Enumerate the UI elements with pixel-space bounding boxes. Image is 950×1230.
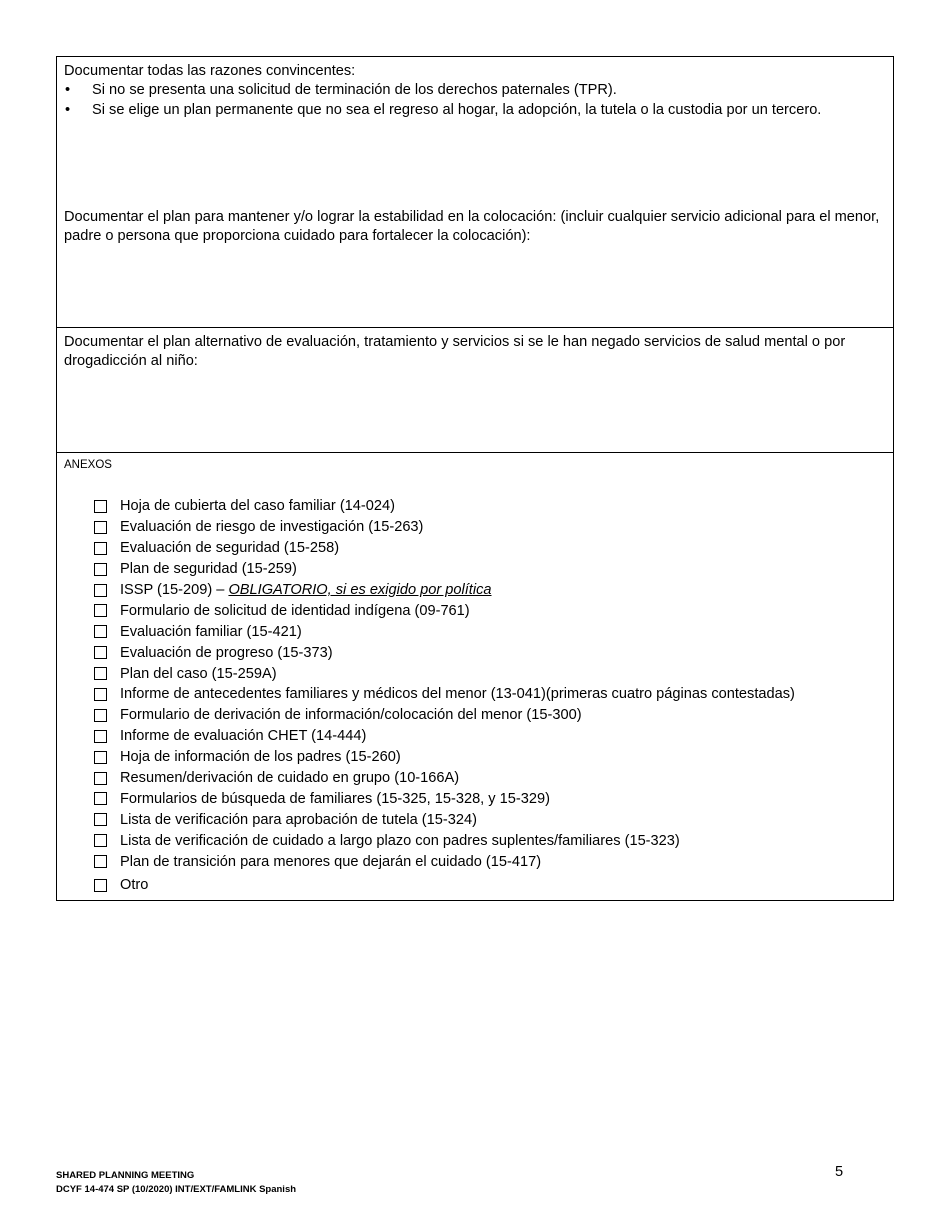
attachment-label: Formulario de solicitud de identidad indígena (09-761) [120, 602, 470, 619]
attachment-label: Lista de verificación para aprobación de tutela (15-324) [120, 811, 477, 828]
attachment-label: Formulario de derivación de información/colocación del menor (15-300) [120, 707, 582, 724]
attachment-item [94, 559, 886, 580]
attachment-label: Formularios de búsqueda de familiares (15-325, 15-328, y 15-329) [120, 790, 550, 807]
attachment-item [94, 768, 886, 789]
attachment-checkbox[interactable] [94, 792, 107, 805]
attachment-item [94, 851, 886, 872]
alternative-plan-prompt: Documentar el plan alternativo de evaluación, tratamiento y servicios si se le han negado servicios de salud mental o por drogadicción al niño: [64, 334, 846, 369]
attachment-label: Plan de transición para menores que dejarán el cuidado (15-417) [120, 853, 542, 870]
page-number: 5 [835, 1164, 844, 1180]
attachment-label: Resumen/derivación de cuidado en grupo (10-166A) [120, 770, 460, 787]
attachment-checkbox[interactable] [94, 751, 107, 764]
attachment-checkbox[interactable] [94, 813, 107, 826]
attachment-item [94, 872, 886, 898]
attachment-item [94, 788, 886, 809]
attachment-checkbox[interactable] [94, 709, 107, 722]
attachment-item [94, 726, 886, 747]
compelling-reasons-list [64, 81, 886, 120]
attachment-item [94, 496, 886, 517]
form-title: SHARED PLANNING MEETING [56, 1170, 195, 1181]
bullet-icon: • [65, 101, 71, 118]
attachment-item [94, 830, 886, 851]
compelling-reasons-section [57, 57, 893, 328]
attachment-item [94, 809, 886, 830]
attachment-checkbox[interactable] [94, 500, 107, 513]
attachment-label: Informe de evaluación CHET (14-444) [120, 728, 367, 745]
attachment-item [94, 538, 886, 559]
attachment-label: Evaluación de riesgo de investigación (15-263) [120, 519, 424, 536]
attachment-item [94, 621, 886, 642]
attachment-checkbox[interactable] [94, 584, 107, 597]
attachment-item [94, 600, 886, 621]
form-table [56, 56, 894, 901]
attachment-label: Hoja de información de los padres (15-260) [120, 749, 401, 766]
attachments-checklist [94, 496, 886, 898]
form-footer [56, 1169, 296, 1196]
list-item: • Si se elige un plan permanente que no sea el regreso al hogar, la adopción, la tutela o la custodia por un tercero. [64, 101, 886, 121]
attachment-checkbox[interactable] [94, 542, 107, 555]
attachment-checkbox[interactable] [94, 855, 107, 868]
attachment-checkbox[interactable] [94, 604, 107, 617]
form-number: DCYF 14-474 SP (10/2020) INT/EXT/FAMLINK Spanish [56, 1183, 297, 1195]
attachment-label: Otro [120, 877, 149, 894]
compelling-reasons-answer-area[interactable] [64, 120, 886, 208]
attachment-item [94, 684, 886, 705]
attachment-checkbox[interactable] [94, 563, 107, 576]
attachments-heading: ANEXOS [64, 459, 112, 471]
placement-stability-prompt: Documentar el plan para mantener y/o lograr la estabilidad en la colocación: (incluir cualquier servicio adicional para el menor, padre o persona que proporciona cuidado para fortalecer la colocación): [64, 209, 880, 244]
attachment-label: Plan del caso (15-259A) [120, 665, 277, 682]
bullet-icon: • [65, 82, 71, 98]
attachment-checkbox[interactable] [94, 730, 107, 743]
attachment-label: Informe de antecedentes familiares y médicos del menor (13-041)(primeras cuatro páginas contestadas) [120, 686, 795, 703]
attachment-item [94, 517, 886, 538]
attachment-label: Evaluación de seguridad (15-258) [120, 540, 340, 557]
attachment-checkbox[interactable] [94, 625, 107, 638]
attachment-label: Lista de verificación de cuidado a largo plazo con padres suplentes/familiares (15-323) [120, 832, 680, 849]
attachment-label: ISSP (15-209) – OBLIGATORIO, si es exigido por política [120, 582, 492, 598]
attachment-checkbox[interactable] [94, 688, 107, 701]
attachment-item [94, 705, 886, 726]
attachment-label: Plan de seguridad (15-259) [120, 561, 297, 578]
list-item: • Si no se presenta una solicitud de terminación de los derechos paternales (TPR). [64, 81, 886, 101]
attachment-checkbox[interactable] [94, 772, 107, 785]
attachment-item [94, 663, 886, 684]
attachments-section [57, 453, 893, 900]
attachment-checkbox[interactable] [94, 646, 107, 659]
attachment-checkbox[interactable] [94, 879, 107, 892]
attachment-checkbox[interactable] [94, 521, 107, 534]
required-note: OBLIGATORIO, si es exigido por política [228, 582, 492, 598]
attachment-checkbox[interactable] [94, 834, 107, 847]
attachment-item [94, 747, 886, 768]
attachment-label: Evaluación familiar (15-421) [120, 623, 302, 640]
attachment-item [94, 642, 886, 663]
attachment-item [94, 580, 886, 601]
attachment-label: Evaluación de progreso (15-373) [120, 644, 333, 661]
compelling-reasons-heading: Documentar todas las razones convincentes: [64, 63, 356, 79]
alternative-plan-section [57, 328, 893, 453]
attachment-label: Hoja de cubierta del caso familiar (14-024) [120, 498, 395, 515]
attachment-checkbox[interactable] [94, 667, 107, 680]
